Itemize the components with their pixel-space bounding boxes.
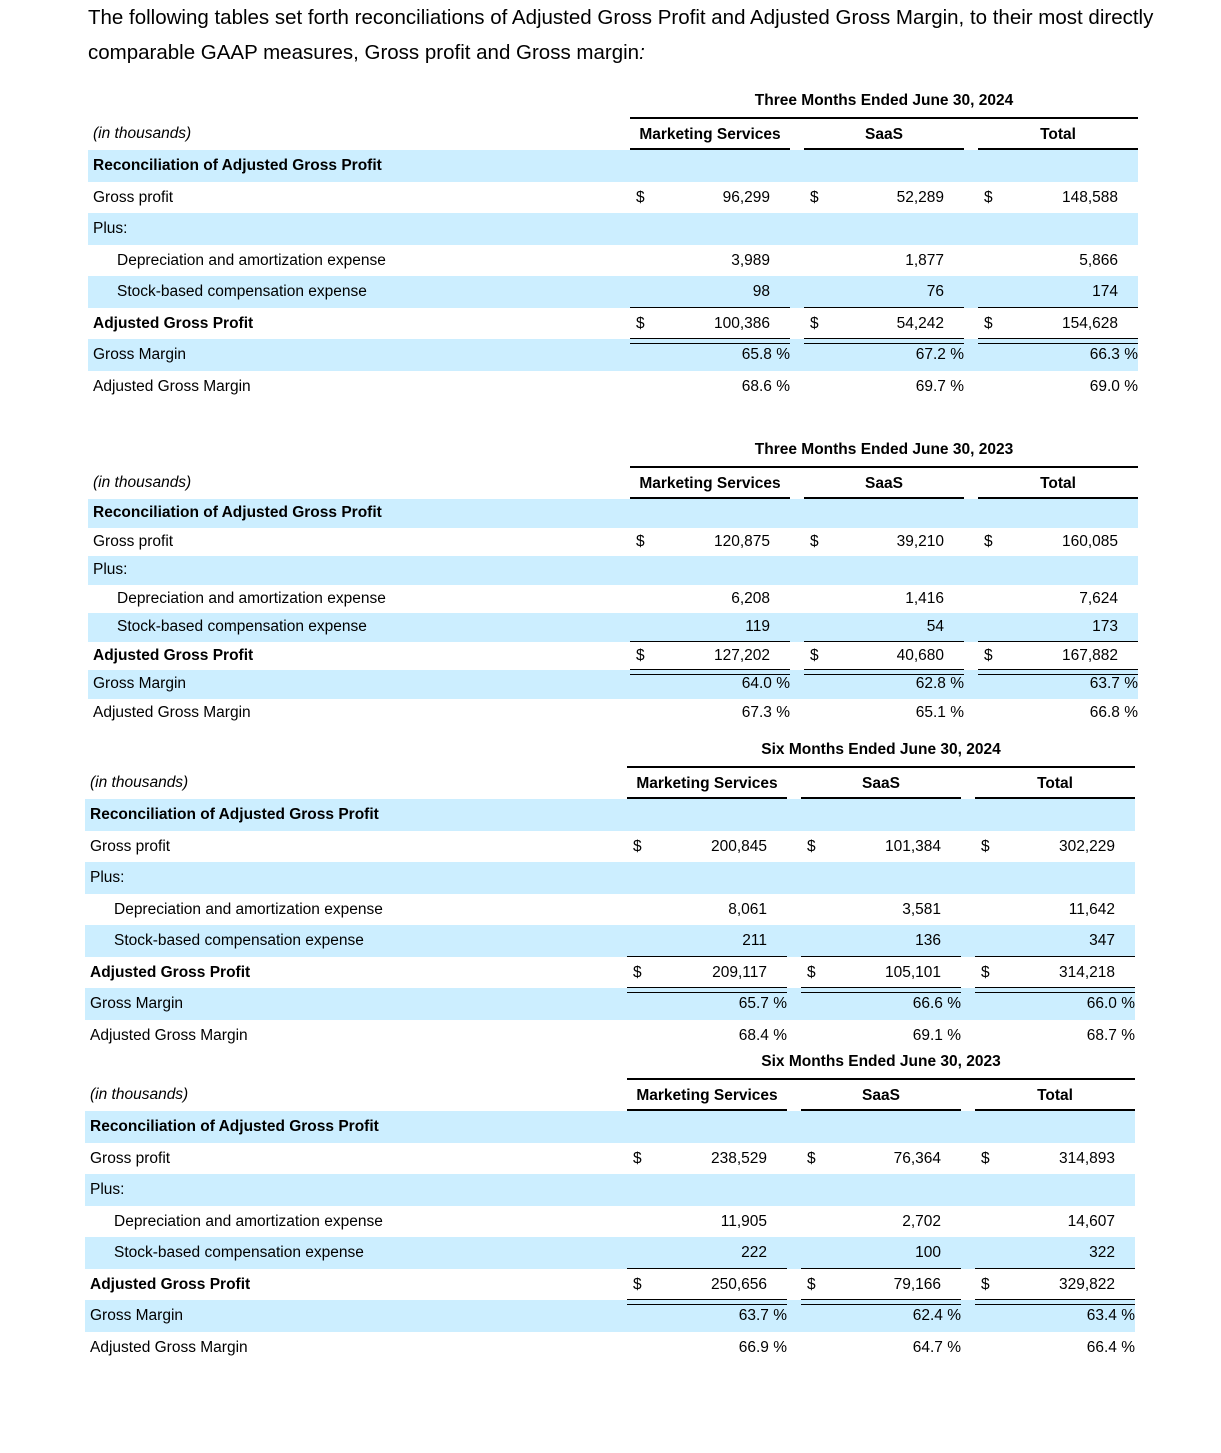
cell-value: 76,364 (893, 1149, 941, 1167)
column-header-row (0, 119, 1221, 150)
cell-value: 62.8 % (915, 675, 964, 692)
row-plus (88, 213, 1138, 245)
cell-value: 54 (926, 618, 944, 635)
subtotal-rule (801, 956, 961, 957)
row-label: Gross profit (90, 1149, 171, 1167)
cell-value: 11,905 (720, 1212, 767, 1230)
double-rule (630, 669, 790, 675)
currency-symbol: $ (636, 314, 645, 332)
currency-symbol: $ (807, 1275, 816, 1293)
column-header-row (0, 768, 1221, 799)
currency-symbol: $ (807, 963, 816, 981)
column-header-total: Total (978, 468, 1138, 499)
cell-value: 68.6 % (741, 377, 790, 395)
row-label: Depreciation and amortization expense (114, 1212, 383, 1230)
cell-value: 1,877 (905, 251, 944, 269)
cell-value: 64.7 % (912, 1338, 961, 1356)
cell-value: 96,299 (722, 188, 770, 206)
cell-value: 66.0 % (1086, 995, 1135, 1012)
currency-symbol: $ (810, 646, 819, 664)
subtotal-rule (627, 956, 787, 957)
cell-value: 8,061 (728, 900, 767, 918)
subtotal-rule (978, 641, 1138, 642)
double-rule (975, 987, 1135, 993)
cell-value: 69.1 % (912, 1026, 961, 1044)
cell-value: 148,588 (1061, 188, 1118, 206)
currency-symbol: $ (633, 1149, 642, 1167)
currency-symbol: $ (984, 188, 993, 206)
row-section (85, 799, 1135, 831)
row-label: Adjusted Gross Margin (93, 703, 251, 721)
column-header-saas: SaaS (801, 768, 961, 799)
cell-value: 2,702 (902, 1212, 941, 1230)
intro-text: The following tables set forth reconciliations of Adjusted Gross Profit and Adjusted Gross Margin, to their most directly comparable GAAP measures, Gross profit and Gross margin (88, 6, 1154, 64)
cell-value: 67.3 % (741, 703, 790, 721)
period-header: Six Months Ended June 30, 2024 (627, 741, 1135, 768)
cell-value: 100,386 (713, 314, 770, 332)
cell-value: 3,989 (731, 251, 770, 269)
row-label: Adjusted Gross Profit (93, 646, 254, 664)
column-header-saas: SaaS (804, 468, 964, 499)
currency-symbol: $ (981, 1275, 990, 1293)
double-rule (975, 1299, 1135, 1305)
column-header-marketing-services: Marketing Services (630, 119, 790, 150)
cell-value: 68.7 % (1086, 1026, 1135, 1044)
row-label: Gross profit (93, 188, 174, 206)
cell-value: 314,893 (1058, 1149, 1115, 1167)
cell-value: 322 (1089, 1244, 1115, 1261)
cell-value: 14,607 (1067, 1212, 1115, 1230)
row-label: Gross Margin (93, 346, 187, 363)
row-plus (85, 862, 1135, 894)
double-rule (978, 338, 1138, 344)
cell-value: 40,680 (896, 646, 944, 664)
cell-value: 1,416 (905, 589, 944, 607)
cell-value: 39,210 (896, 532, 944, 550)
row-label: Adjusted Gross Margin (93, 377, 251, 395)
column-header-row (0, 468, 1221, 499)
unit-label: (in thousands) (93, 474, 192, 491)
cell-value: 65.1 % (915, 703, 964, 721)
column-header-saas: SaaS (801, 1080, 961, 1111)
cell-value: 100 (915, 1244, 941, 1261)
unit-label: (in thousands) (93, 125, 192, 142)
row-section (88, 150, 1138, 182)
cell-value: 174 (1092, 283, 1118, 300)
column-header-total: Total (975, 1080, 1135, 1111)
row-plus (88, 556, 1138, 585)
column-header-marketing-services: Marketing Services (630, 468, 790, 499)
cell-value: 160,085 (1061, 532, 1118, 550)
double-rule (627, 987, 787, 993)
currency-symbol: $ (810, 188, 819, 206)
double-rule (630, 338, 790, 344)
cell-value: 302,229 (1058, 837, 1115, 855)
subtotal-rule (801, 1268, 961, 1269)
row-label: Plus: (93, 220, 128, 237)
double-rule (801, 1299, 961, 1305)
cell-value: 62.4 % (912, 1307, 961, 1324)
row-label: Depreciation and amortization expense (114, 900, 383, 918)
currency-symbol: $ (981, 1149, 990, 1167)
intro-end: : (639, 41, 645, 64)
cell-value: 119 (745, 618, 770, 635)
currency-symbol: $ (981, 837, 990, 855)
row-label: Stock-based compensation expense (117, 618, 367, 635)
subtotal-rule (804, 641, 964, 642)
cell-value: 250,656 (710, 1275, 767, 1293)
currency-symbol: $ (807, 1149, 816, 1167)
period-header: Three Months Ended June 30, 2024 (630, 92, 1138, 119)
cell-value: 105,101 (884, 963, 941, 981)
currency-symbol: $ (633, 1275, 642, 1293)
row-label: Adjusted Gross Profit (93, 314, 254, 332)
cell-value: 167,882 (1061, 646, 1118, 664)
cell-value: 211 (742, 932, 767, 949)
cell-value: 67.2 % (915, 346, 964, 363)
column-header-marketing-services: Marketing Services (627, 1080, 787, 1111)
subtotal-rule (978, 307, 1138, 308)
period-header: Six Months Ended June 30, 2023 (627, 1053, 1135, 1080)
row-label: Stock-based compensation expense (114, 1244, 364, 1261)
cell-value: 127,202 (713, 646, 770, 664)
currency-symbol: $ (810, 532, 819, 550)
cell-value: 200,845 (710, 837, 767, 855)
cell-value: 222 (741, 1244, 767, 1261)
currency-symbol: $ (981, 963, 990, 981)
cell-value: 101,384 (884, 837, 941, 855)
double-rule (804, 338, 964, 344)
row-label: Plus: (90, 869, 125, 886)
cell-value: 76 (926, 283, 944, 300)
cell-value: 66.6 % (912, 995, 961, 1012)
row-label: Stock-based compensation expense (114, 932, 364, 949)
double-rule (627, 1299, 787, 1305)
cell-value: 154,628 (1061, 314, 1118, 332)
currency-symbol: $ (810, 314, 819, 332)
cell-value: 63.4 % (1086, 1307, 1135, 1324)
double-rule (978, 669, 1138, 675)
row-label: Reconciliation of Adjusted Gross Profit (93, 504, 382, 521)
row-label: Stock-based compensation expense (117, 283, 367, 300)
cell-value: 69.0 % (1089, 377, 1138, 395)
cell-value: 3,581 (902, 900, 941, 918)
cell-value: 314,218 (1058, 963, 1115, 981)
double-rule (801, 987, 961, 993)
subtotal-rule (630, 641, 790, 642)
unit-label: (in thousands) (90, 1086, 189, 1103)
cell-value: 54,242 (896, 314, 944, 332)
cell-value: 173 (1092, 618, 1118, 635)
row-label: Gross Margin (90, 1307, 184, 1324)
currency-symbol: $ (807, 837, 816, 855)
row-section (85, 1111, 1135, 1143)
row-plus (85, 1174, 1135, 1206)
cell-value: 136 (915, 932, 941, 949)
subtotal-rule (630, 307, 790, 308)
cell-value: 65.8 % (741, 346, 790, 363)
cell-value: 98 (752, 283, 770, 300)
currency-symbol: $ (636, 646, 645, 664)
column-header-total: Total (978, 119, 1138, 150)
column-header-marketing-services: Marketing Services (627, 768, 787, 799)
currency-symbol: $ (633, 837, 642, 855)
cell-value: 66.8 % (1089, 703, 1138, 721)
intro-paragraph (88, 0, 1158, 70)
cell-value: 66.4 % (1086, 1338, 1135, 1356)
cell-value: 238,529 (710, 1149, 767, 1167)
subtotal-rule (627, 1268, 787, 1269)
row-label: Reconciliation of Adjusted Gross Profit (90, 806, 379, 823)
row-label: Gross profit (93, 532, 174, 550)
subtotal-rule (975, 956, 1135, 957)
row-label: Adjusted Gross Profit (90, 963, 251, 981)
row-label: Adjusted Gross Margin (90, 1026, 248, 1044)
row-label: Gross Margin (90, 995, 184, 1012)
cell-value: 66.9 % (738, 1338, 787, 1356)
cell-value: 63.7 % (1089, 675, 1138, 692)
subtotal-rule (975, 1268, 1135, 1269)
row-label: Plus: (93, 561, 128, 578)
subtotal-rule (804, 307, 964, 308)
column-header-saas: SaaS (804, 119, 964, 150)
row-label: Depreciation and amortization expense (117, 589, 386, 607)
currency-symbol: $ (633, 963, 642, 981)
row-label: Plus: (90, 1181, 125, 1198)
cell-value: 329,822 (1058, 1275, 1115, 1293)
cell-value: 66.3 % (1089, 346, 1138, 363)
unit-label: (in thousands) (90, 774, 189, 791)
cell-value: 63.7 % (738, 1307, 787, 1324)
row-label: Gross profit (90, 837, 171, 855)
row-section (88, 499, 1138, 528)
cell-value: 209,117 (712, 963, 767, 981)
currency-symbol: $ (636, 188, 645, 206)
column-header-row (0, 1080, 1221, 1111)
cell-value: 79,166 (893, 1275, 941, 1293)
currency-symbol: $ (984, 314, 993, 332)
double-rule (804, 669, 964, 675)
cell-value: 6,208 (731, 589, 770, 607)
column-header-total: Total (975, 768, 1135, 799)
currency-symbol: $ (984, 646, 993, 664)
currency-symbol: $ (636, 532, 645, 550)
row-label: Gross Margin (93, 675, 187, 692)
row-label: Depreciation and amortization expense (117, 251, 386, 269)
row-label: Adjusted Gross Margin (90, 1338, 248, 1356)
cell-value: 5,866 (1079, 251, 1118, 269)
row-label: Reconciliation of Adjusted Gross Profit (90, 1118, 379, 1135)
cell-value: 64.0 % (741, 675, 790, 692)
period-header: Three Months Ended June 30, 2023 (630, 441, 1138, 468)
cell-value: 11,642 (1068, 900, 1115, 918)
cell-value: 69.7 % (915, 377, 964, 395)
cell-value: 65.7 % (738, 995, 787, 1012)
cell-value: 52,289 (896, 188, 944, 206)
cell-value: 68.4 % (738, 1026, 787, 1044)
row-label: Reconciliation of Adjusted Gross Profit (93, 157, 382, 174)
cell-value: 7,624 (1079, 589, 1118, 607)
row-label: Adjusted Gross Profit (90, 1275, 251, 1293)
cell-value: 347 (1089, 932, 1115, 949)
currency-symbol: $ (984, 532, 993, 550)
cell-value: 120,875 (713, 532, 770, 550)
